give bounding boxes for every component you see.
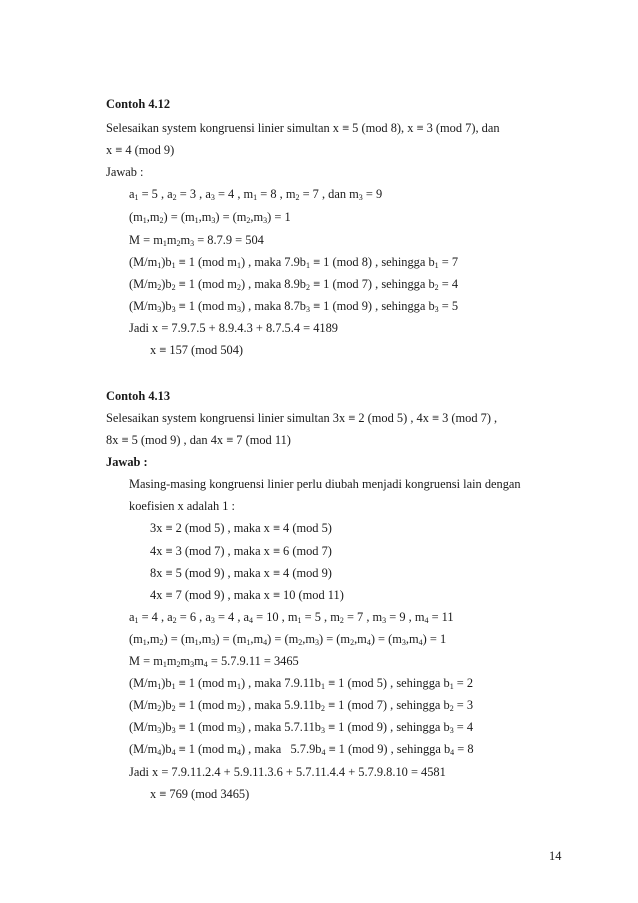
example-4-13-conversion: 3x ≡ 2 (mod 5) , maka x ≡ 4 (mod 5)	[150, 521, 332, 535]
example-4-12-step-line: $(M/m_3)b_3 \equiv 1$ (mod $m_3$) , maka $8.7b_3 \equiv 1$ (mod 9) , sehingga $b_3 = 5$	[129, 299, 459, 314]
example-4-12-step-line: $M = m_1m_2m_3 = 8.7.9 = 504$	[129, 233, 264, 248]
example-4-13-answer-label: Jawab :	[106, 455, 148, 469]
example-4-13-title: Contoh 4.13	[106, 389, 171, 403]
example-4-13-step-line: $(m_1,m_2) = (m_1,m_3) = (m_1,m_4) = (m_2,m_3) = (m_2,m_4) = (m_3,m_4) = 1$	[129, 632, 447, 647]
example-4-13-step-line: $(M/m_1)b_1 \equiv 1$ (mod $m_1$) , maka $7.9.11b_1 \equiv 1$ (mod 5) , sehingga $b_1 = 2$	[129, 676, 474, 691]
page-number: 14	[549, 849, 562, 863]
example-4-13-step-line: $a_1 = 4$ , $a_2 = 6$ , $a_3 = 4$ , $a_4 = 10$ , $m_1 = 5$ , $m_2 = 7$ , $m_3 = 9$ , $m_4 = 11$	[129, 610, 454, 625]
example-4-13-step-line: Jadi x = 7.9.11.2.4 + 5.9.11.3.6 + 5.7.11.4.4 + 5.7.9.8.10 = 4581	[129, 765, 446, 779]
example-4-12-step-line: $(M/m_2)b_2 \equiv 1$ (mod $m_2$) , maka $8.9b_2 \equiv 1$ (mod 7) , sehingga $b_2 = 4$	[129, 277, 459, 292]
example-4-13-intro-line-1: Masing-masing kongruensi linier perlu diubah menjadi kongruensi lain dengan	[129, 477, 521, 491]
example-4-13-step-line: $(M/m_3)b_3 \equiv 1$ (mod $m_3$) , maka $5.7.11b_3 \equiv 1$ (mod 9) , sehingga $b_3 = 4$	[129, 720, 474, 735]
example-4-13-step-line: $(M/m_4)b_4 \equiv 1$ (mod $m_4$) , maka $5.7.9b_4 \equiv 1$ (mod 9) , sehingga $b_4 = 8$	[129, 742, 474, 757]
example-4-12-step-line: $a_1 = 5$ , $a_2 = 3$ , $a_3 = 4$ , $m_1 = 8$ , $m_2 = 7$ , dan $m_3 = 9$	[129, 187, 383, 202]
example-4-13-conversion: 4x ≡ 7 (mod 9) , maka x ≡ 10 (mod 11)	[150, 588, 344, 602]
example-4-12-title: Contoh 4.12	[106, 97, 171, 111]
example-4-12-step-line: Jadi x = 7.9.7.5 + 8.9.4.3 + 8.7.5.4 = 4189	[129, 321, 338, 335]
example-4-13-conversion: 4x ≡ 3 (mod 7) , maka x ≡ 6 (mod 7)	[150, 544, 332, 558]
example-4-13-intro-line-2: koefisien x adalah 1 :	[129, 499, 235, 513]
example-4-12-problem-line-1: Selesaikan system kongruensi linier simultan x ≡ 5 (mod 8), x ≡ 3 (mod 7), dan	[106, 121, 500, 135]
example-4-13-problem-line-1: Selesaikan system kongruensi linier simultan 3x ≡ 2 (mod 5) , 4x ≡ 3 (mod 7) ,	[106, 411, 498, 425]
example-4-13-conversion: 8x ≡ 5 (mod 9) , maka x ≡ 4 (mod 9)	[150, 566, 332, 580]
example-4-12-answer-label: Jawab :	[106, 165, 144, 179]
example-4-13-problem-line-2: 8x ≡ 5 (mod 9) , dan 4x ≡ 7 (mod 11)	[106, 433, 291, 447]
example-4-13-step-line: $(M/m_2)b_2 \equiv 1$ (mod $m_2$) , maka $5.9.11b_2 \equiv 1$ (mod 7) , sehingga $b_2 = 3$	[129, 698, 474, 713]
example-4-13-step-line: $M = m_1m_2m_3m_4 = 5.7.9.11 = 3465$	[129, 654, 299, 669]
example-4-12-problem-line-2: x ≡ 4 (mod 9)	[106, 143, 175, 157]
example-4-12-step-line: $(M/m_1)b_1 \equiv 1$ (mod $m_1$) , maka $7.9b_1 \equiv 1$ (mod 8) , sehingga $b_1 = 7$	[129, 255, 459, 270]
example-4-12-step-line: $(m_1,m_2) = (m_1,m_3) = (m_2,m_3) = 1$	[129, 210, 291, 225]
example-4-12-result: x ≡ 157 (mod 504)	[150, 343, 244, 357]
example-4-13-result: x ≡ 769 (mod 3465)	[150, 787, 250, 801]
